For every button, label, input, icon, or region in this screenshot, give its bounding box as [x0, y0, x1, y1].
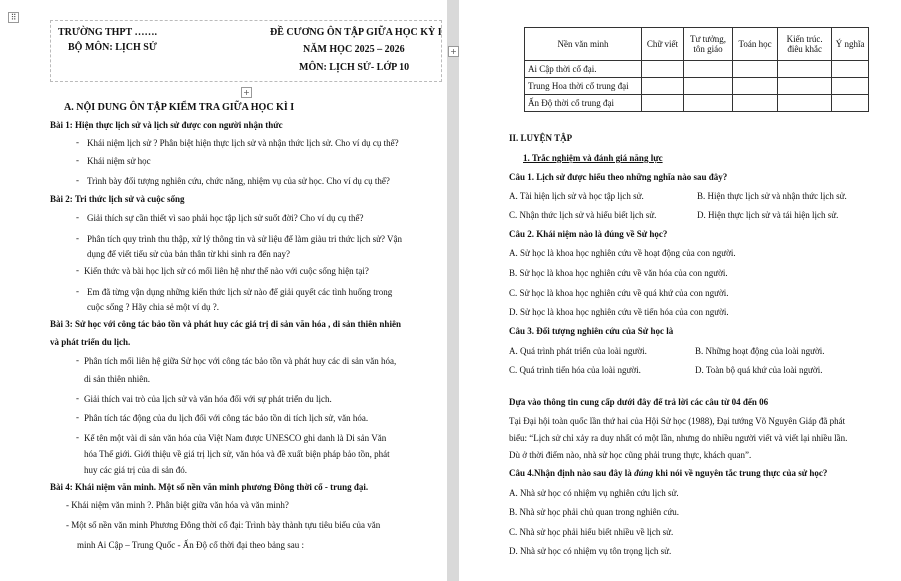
bullet: -: [76, 175, 79, 185]
department: BỘ MÔN: LỊCH SỬ: [68, 42, 157, 53]
q2-option-c: C. Sử học là khoa học nghiên cứu về quá khứ của con người.: [509, 288, 729, 298]
table-row: [525, 78, 869, 95]
question-4: [509, 467, 827, 479]
q3-option-b: B. Những hoạt động của loài người.: [695, 346, 825, 356]
bullet: -: [76, 212, 79, 222]
q4-option-b: B. Nhà sử học phải chủ quan trong nghiên cứu.: [509, 507, 679, 517]
lesson-3-title-cont: và phát triển du lịch.: [50, 337, 131, 347]
question-4-prefix: Câu 4.Nhận định nào sau đây là: [509, 468, 635, 478]
lesson-3-item-cont: hóa Thế giới. Giới thiệu về giá trị lịch sử, văn hóa và đề xuất biện pháp bảo tồn, phát: [84, 449, 390, 459]
lesson-1-item: Khái niệm sử học: [87, 156, 151, 166]
q1-option-c: C. Nhận thức lịch sử và hiểu biết lịch sử.: [509, 210, 657, 220]
lesson-2-item-cont: dụng để viết tiểu sử của bản thân từ khi sinh ra đến nay?: [87, 249, 290, 259]
lesson-4-item: - Khái niệm văn minh ?. Phân biệt giữa văn hóa và văn minh?: [66, 500, 289, 510]
passage-line: Tại Đại hội toàn quốc lần thứ hai của Hội Sử học (1988), Đại tướng Võ Nguyên Giáp đã phát: [509, 416, 846, 426]
table-header-cell: Nền văn minh: [525, 28, 642, 61]
lesson-2-item: Phân tích quy trình thu thập, xử lý thông tin và sử liệu để làm giàu tri thức lịch sử? Vận: [87, 234, 403, 244]
lesson-3-item: Phân tích tác động của du lịch đối với công tác bảo tồn di tích lịch sử, văn hóa.: [84, 413, 369, 423]
bullet: -: [76, 155, 79, 165]
practice-subheading: 1. Trắc nghiệm và đánh giá năng lực: [523, 153, 663, 163]
bullet: -: [76, 355, 79, 365]
bullet: -: [76, 265, 79, 275]
lesson-4-item-cont: minh Ai Cập – Trung Quốc - Ấn Độ cổ thời đại theo bảng sau :: [77, 540, 304, 550]
page-right: [459, 0, 901, 581]
table-cell: Ấn Độ thời cổ trung đại: [525, 95, 642, 112]
lesson-2-item: Kiến thức và bài học lịch sử có mối liên hệ như thế nào với cuộc sống hiện tại?: [84, 266, 369, 276]
lesson-2-item: Em đã từng vận dụng những kiến thức lịch sử nào để giải quyết các tình huống trong: [87, 287, 393, 297]
lesson-4-item: - Một số nền văn minh Phương Đông thời cổ đại: Trình bày thành tựu tiêu biểu của văn: [66, 520, 381, 530]
lesson-1-item: Khái niệm lịch sử ? Phân biệt hiện thực lịch sử và nhận thức lịch sử. Cho ví dụ cụ thể?: [87, 138, 399, 148]
q4-option-a: A. Nhà sử học có nhiệm vụ nghiên cứu lịch sử.: [509, 488, 679, 498]
table-header-cell: Tư tưởng, tôn giáo: [683, 28, 732, 61]
lesson-1-title: Bài 1: Hiện thực lịch sử và lịch sử được con người nhận thức: [50, 120, 283, 130]
bullet: -: [76, 412, 79, 422]
civilization-table: [524, 27, 869, 112]
practice-heading: II. LUYỆN TẬP: [509, 133, 573, 143]
lesson-3-item: Kể tên một vài di sản văn hóa của Việt Nam được UNESCO ghi danh là Di sản Văn: [84, 433, 387, 443]
table-header-cell: Kiến trúc. điêu khắc: [778, 28, 832, 61]
passage-title: Dựa vào thông tin cung cấp dưới đây để trả lời các câu từ 04 đến 06: [509, 397, 769, 407]
bullet: -: [76, 432, 79, 442]
q2-option-a: A. Sử học là khoa học nghiên cứu về hoạt động của con người.: [509, 248, 736, 258]
table-move-handle-icon[interactable]: ⠿: [8, 12, 19, 23]
question-3: Câu 3. Đối tượng nghiên cứu của Sử học là: [509, 326, 674, 336]
bullet: -: [76, 233, 79, 243]
lesson-4-title: Bài 4: Khái niệm văn minh. Một số nền văn minh phương Đông thời cổ - trung đại.: [50, 482, 369, 492]
lesson-3-item: Giải thích vai trò của lịch sử và văn hóa đối với sự phát triển du lịch.: [84, 394, 332, 404]
q3-option-d: D. Toàn bộ quá khứ của loài người.: [695, 365, 823, 375]
q1-option-a: A. Tài hiện lịch sử và học tập lịch sử.: [509, 191, 644, 201]
table-header-cell: Toán học: [733, 28, 778, 61]
table-header-cell: Ý nghĩa: [832, 28, 869, 61]
lesson-2-title: Bài 2: Tri thức lịch sử và cuộc sống: [50, 194, 185, 204]
lesson-3-item: Phân tích mối liên hệ giữa Sử học với công tác bảo tồn và phát huy các di sản văn hóa,: [84, 356, 397, 366]
passage-line: biểu: “Lịch sử chỉ xảy ra duy nhất có một lần, nhưng do nhiều người viết và viết lại nhiều lần.: [509, 433, 848, 443]
section-a-title: A. NỘI DUNG ÔN TẬP KIỂM TRA GIỮA HỌC KÌ I: [64, 102, 295, 113]
insert-row-button[interactable]: +: [241, 87, 252, 98]
q4-option-d: D. Nhà sử học có nhiệm vụ tôn trọng lịch sử.: [509, 546, 672, 556]
lesson-2-item-cont: cuộc sống ? Hãy chia sẻ một ví dụ ?.: [87, 302, 219, 312]
question-4-suffix: khi nói về nguyên tắc trung thực của sử học?: [653, 468, 828, 478]
lesson-3-item-cont: di sản thiên nhiên.: [84, 374, 150, 384]
q1-option-b: B. Hiện thực lịch sử và nhận thức lịch sử.: [697, 191, 847, 201]
q3-option-a: A. Quá trình phát triển của loài người.: [509, 346, 647, 356]
lesson-1-item: Trình bày đối tượng nghiên cứu, chức năng, nhiệm vụ của sử học. Cho ví dụ cụ thể?: [87, 176, 390, 186]
doc-title: ĐỀ CƯƠNG ÔN TẬP GIỮA HỌC KỲ I: [270, 27, 442, 38]
page-gutter: [447, 0, 459, 581]
table-row: [525, 61, 869, 78]
lesson-3-item-cont: huy các giá trị của di sản đó.: [84, 465, 187, 475]
add-column-button[interactable]: +: [448, 46, 459, 57]
bullet: -: [76, 137, 79, 147]
q4-option-c: C. Nhà sử học phải hiểu biết nhiều về lịch sử.: [509, 527, 674, 537]
table-header-row: [525, 28, 869, 61]
q3-option-c: C. Quá trình tiến hóa của loài người.: [509, 365, 641, 375]
table-cell: Trung Hoa thời cổ trung đại: [525, 78, 642, 95]
subject-line: MÔN: LỊCH SỬ- LỚP 10: [299, 62, 410, 73]
school-name: TRƯỜNG THPT …….: [58, 27, 157, 38]
q1-option-d: D. Hiện thực lịch sử và tái hiện lịch sử.: [697, 210, 839, 220]
bullet: -: [76, 286, 79, 296]
school-year: NĂM HỌC 2025 – 2026: [303, 44, 405, 55]
table-row: [525, 95, 869, 112]
bullet: -: [76, 393, 79, 403]
lesson-2-item: Giải thích sự cần thiết vì sao phải học tập lịch sử suốt đời? Cho ví dụ cụ thể?: [87, 213, 364, 223]
question-2: Câu 2. Khái niệm nào là đúng về Sử học?: [509, 229, 668, 239]
table-header-cell: Chữ viết: [642, 28, 684, 61]
page-left: [0, 0, 447, 581]
q2-option-d: D. Sử học là khoa học nghiên cứu về tiến hóa của con người.: [509, 307, 729, 317]
q2-option-b: B. Sử học là khoa học nghiên cứu về văn hóa của con người.: [509, 268, 728, 278]
lesson-3-title: Bài 3: Sử học với công tác bảo tồn và phát huy các giá trị di sản văn hóa , di sản thiên nhiên: [50, 319, 401, 329]
question-1: Câu 1. Lịch sử được hiểu theo những nghĩa nào sau đây?: [509, 172, 728, 182]
passage-line: Dù ở thời điểm nào, nhà sử học cũng phải trung thực, khách quan”.: [509, 450, 752, 460]
question-4-emphasis: đúng: [634, 468, 654, 478]
table-cell: Ai Cập thời cổ đại.: [525, 61, 642, 78]
